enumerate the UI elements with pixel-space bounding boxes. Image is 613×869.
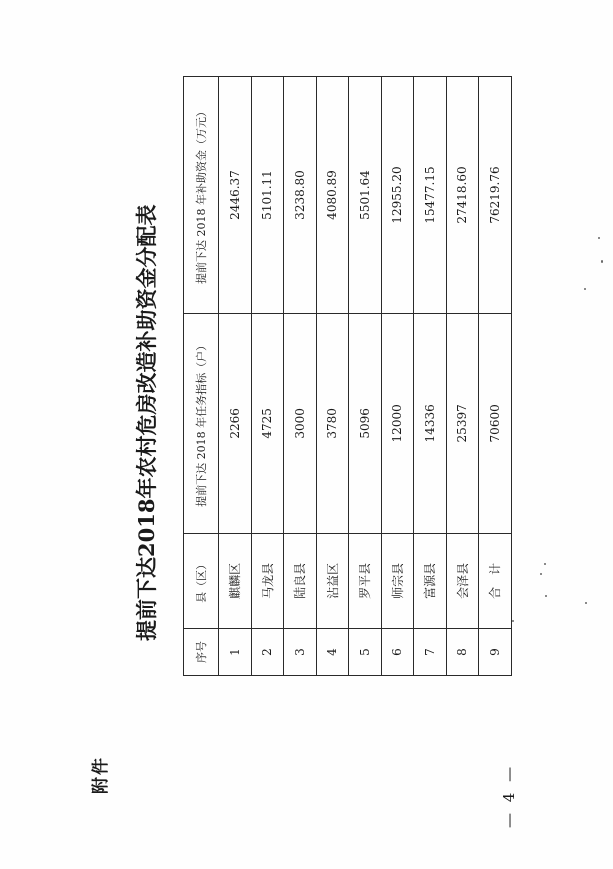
cell-households: 14336	[414, 314, 447, 534]
cell-funds: 15477.15	[414, 77, 447, 314]
scan-speck	[540, 573, 542, 575]
cell-funds: 3238.80	[284, 77, 317, 314]
table-row	[446, 77, 479, 676]
cell-index: 8	[446, 629, 479, 676]
cell-funds: 5501.64	[349, 77, 382, 314]
cell-index: 6	[381, 629, 414, 676]
table-row	[316, 77, 349, 676]
cell-funds: 12955.20	[381, 77, 414, 314]
table-header-row	[184, 77, 219, 676]
cell-county: 师宗县	[381, 533, 414, 628]
cell-funds: 76219.76	[479, 77, 512, 314]
scan-speck	[601, 260, 603, 263]
cell-households: 5096	[349, 314, 382, 534]
cell-households: 3000	[284, 314, 317, 534]
scan-speck	[512, 620, 514, 622]
page-title: 提前下达2018年农村危房改造补助资金分配表	[134, 204, 159, 641]
scan-speck	[544, 563, 546, 565]
table-row	[284, 77, 317, 676]
cell-households: 2266	[219, 314, 252, 534]
cell-county: 会泽县	[446, 533, 479, 628]
cell-index: 9	[479, 629, 512, 676]
scan-speck	[584, 288, 586, 290]
cell-index: 7	[414, 629, 447, 676]
cell-funds: 27418.60	[446, 77, 479, 314]
cell-index: 5	[349, 629, 382, 676]
scan-speck	[598, 237, 600, 239]
table-row	[381, 77, 414, 676]
cell-index: 2	[251, 629, 284, 676]
table-row	[219, 77, 252, 676]
cell-county: 陆良县	[284, 533, 317, 628]
cell-county: 合 计	[479, 533, 512, 628]
cell-county: 马龙县	[251, 533, 284, 628]
cell-households: 12000	[381, 314, 414, 534]
cell-households: 3780	[316, 314, 349, 534]
cell-funds: 5101.11	[251, 77, 284, 314]
scan-speck	[545, 595, 547, 597]
cell-funds: 4080.89	[316, 77, 349, 314]
cell-households: 70600	[479, 314, 512, 534]
table-row	[251, 77, 284, 676]
cell-county: 沾益区	[316, 533, 349, 628]
scan-speck	[585, 602, 587, 604]
col-header-households: 提前下达 2018 年任务指标（户）	[184, 314, 219, 534]
rotated-content	[86, 76, 526, 836]
cell-index: 1	[219, 629, 252, 676]
cell-funds: 2446.37	[219, 77, 252, 314]
table-total-row	[479, 77, 512, 676]
cell-households: 4725	[251, 314, 284, 534]
cell-index: 3	[284, 629, 317, 676]
table-row	[414, 77, 447, 676]
allocation-table	[183, 76, 512, 676]
col-header-index: 序号	[184, 629, 219, 676]
cell-county: 罗平县	[349, 533, 382, 628]
col-header-county: 县（区）	[184, 533, 219, 628]
page-number: — 4 —	[500, 763, 518, 828]
cell-county: 麒麟区	[219, 533, 252, 628]
cell-index: 4	[316, 629, 349, 676]
cell-county: 富源县	[414, 533, 447, 628]
cell-households: 25397	[446, 314, 479, 534]
col-header-funds: 提前下达 2018 年补助资金（万元）	[184, 77, 219, 314]
table-row	[349, 77, 382, 676]
attachment-label: 附件	[91, 756, 111, 794]
